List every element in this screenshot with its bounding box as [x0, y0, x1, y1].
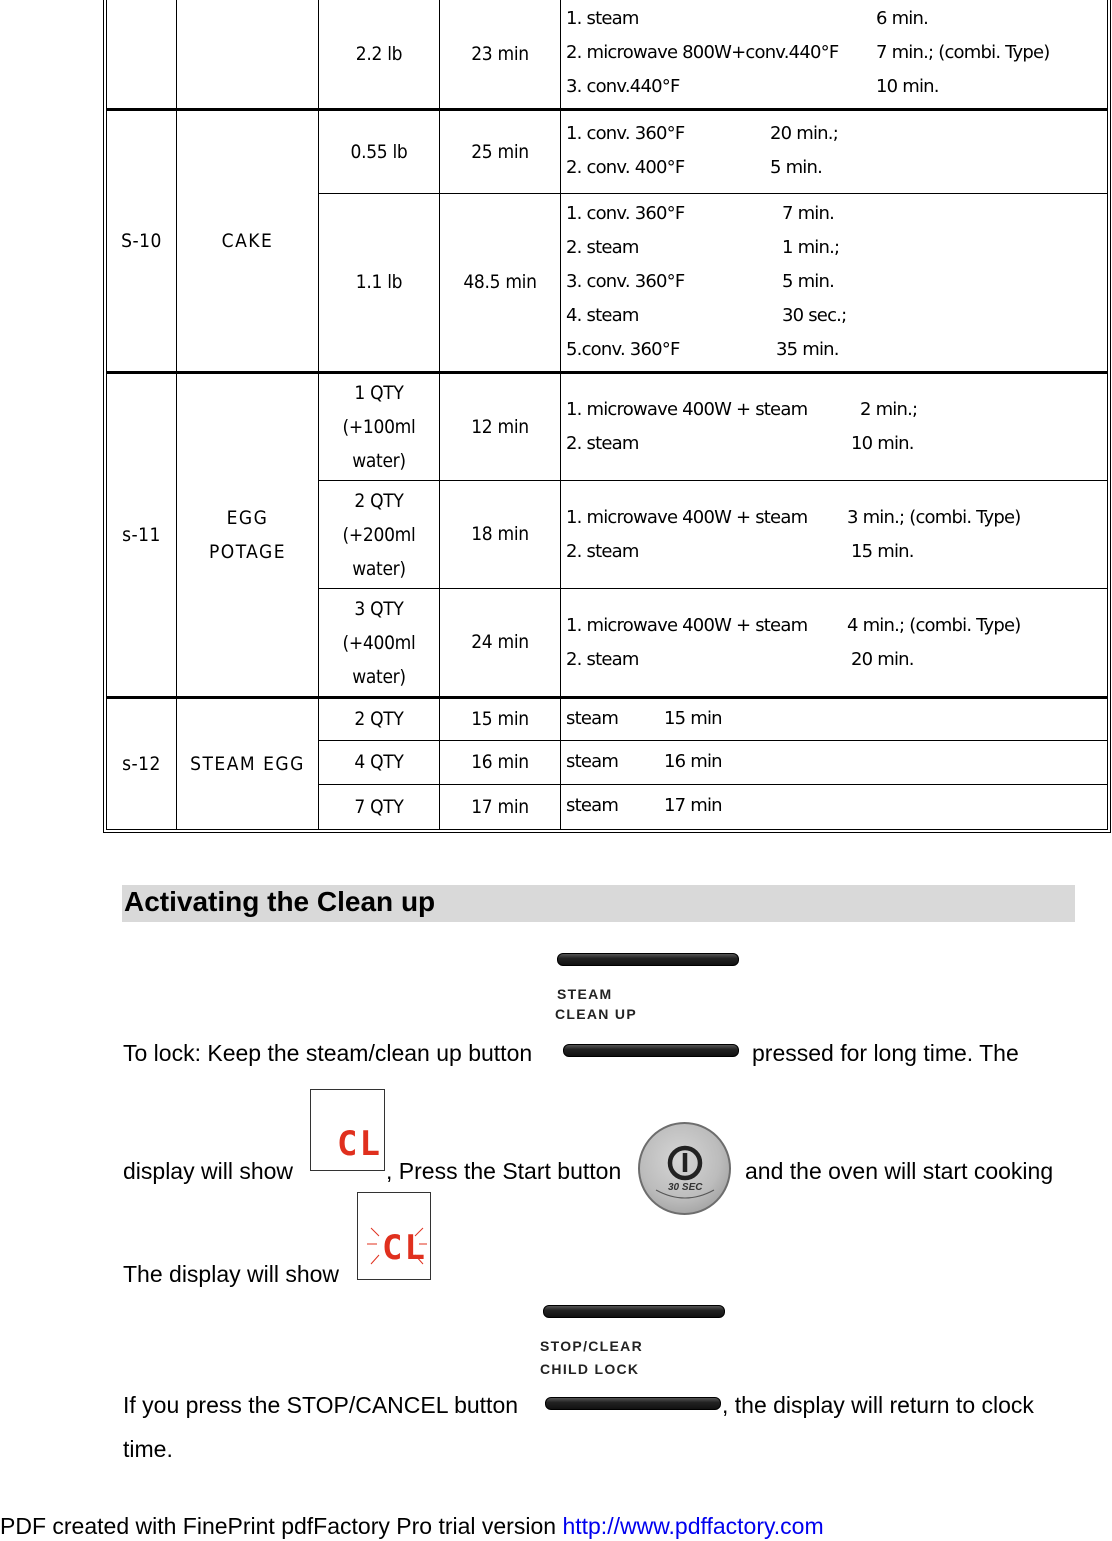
- step-text: 2. microwave 800W+conv.440°F: [566, 42, 839, 63]
- step-text: steam: [566, 708, 619, 729]
- qty-cell: [319, 481, 439, 588]
- qty-text: 2 QTY: [354, 489, 404, 512]
- time-cell: 16 min: [471, 751, 529, 774]
- steam-button-label: STEAM: [557, 986, 613, 1002]
- step-detail: 6 min.: [876, 8, 929, 29]
- step-detail: 20 min.;: [770, 123, 838, 144]
- water-text: (+400ml: [342, 631, 416, 654]
- step-text: 2. conv. 400°F: [566, 157, 685, 178]
- step-text: 2. steam: [566, 237, 639, 258]
- water-text: water): [352, 557, 406, 580]
- step-text: 1. conv. 360°F: [566, 203, 685, 224]
- step-text: 1. steam: [566, 8, 639, 29]
- program-code: s-12: [122, 752, 161, 775]
- step-text: 3. conv. 360°F: [566, 271, 685, 292]
- time-cell: 17 min: [471, 795, 529, 818]
- instruction-text: and the oven will start cooking: [745, 1158, 1054, 1184]
- step-detail: 1 min.;: [782, 237, 840, 258]
- step-detail: 7 min.: [782, 203, 835, 224]
- stop-button-label: STOP/CLEAR: [540, 1338, 643, 1354]
- step-text: 2. steam: [566, 649, 639, 670]
- step-detail: 7 min.; (combi. Type): [876, 42, 1050, 63]
- instruction-text: pressed for long time. The: [752, 1040, 1019, 1066]
- time-cell: 48.5 min: [463, 271, 537, 294]
- footer: [0, 1513, 824, 1540]
- time-cell: 15 min: [471, 708, 529, 731]
- qty-text: 3 QTY: [354, 597, 404, 620]
- qty-cell: [319, 589, 439, 696]
- footer-text: PDF created with FinePrint pdfFactory Pro trial version: [0, 1513, 557, 1539]
- steam-button-label: CLEAN UP: [555, 1006, 637, 1022]
- step-detail: 15 min.: [851, 541, 914, 562]
- start-button[interactable]: [638, 1122, 731, 1215]
- start-button-label: 30 SEC: [668, 1182, 703, 1193]
- qty-cell: [319, 374, 439, 480]
- instruction-text: , the display will return to clock: [722, 1392, 1034, 1418]
- step-detail: 5 min.: [770, 157, 823, 178]
- water-text: (+100ml: [342, 416, 416, 438]
- stop-button-label: CHILD LOCK: [540, 1361, 640, 1377]
- step-text: 1. conv. 360°F: [566, 123, 685, 144]
- step-text: 1. microwave 400W + steam: [566, 507, 808, 528]
- section-title: Activating the Clean up: [124, 886, 436, 917]
- program-code: S-10: [121, 229, 162, 252]
- program-name: STEAM EGG: [190, 752, 305, 775]
- time-cell: 24 min: [471, 631, 529, 654]
- water-text: (+200ml: [342, 523, 416, 546]
- steam-clean-up-button[interactable]: [563, 1044, 739, 1057]
- step-text: 2. steam: [566, 433, 639, 454]
- step-text: steam: [566, 795, 619, 816]
- display-panel-flashing: [357, 1192, 431, 1280]
- stop-clear-button[interactable]: [543, 1305, 725, 1318]
- step-text: steam: [566, 751, 619, 772]
- step-detail: 15 min: [664, 708, 722, 729]
- qty-cell: 2 QTY: [354, 708, 404, 731]
- step-detail: 5 min.: [782, 271, 835, 292]
- time-cell: 23 min: [471, 42, 529, 65]
- instruction-text: , Press the Start button: [386, 1158, 622, 1184]
- step-text: 5.conv. 360°F: [566, 339, 680, 360]
- qty-cell: 7 QTY: [354, 795, 404, 818]
- step-text: 1. microwave 400W + steam: [566, 615, 808, 636]
- display-panel: [310, 1089, 385, 1171]
- step-detail: 20 min.: [851, 649, 914, 670]
- time-cell: 18 min: [471, 523, 529, 546]
- power-icon: [640, 1124, 729, 1213]
- qty-cell: 4 QTY: [354, 751, 404, 774]
- program-name: CAKE: [221, 229, 274, 252]
- weight-cell: 1.1 lb: [355, 271, 403, 294]
- instruction-text: If you press the STOP/CANCEL button: [123, 1392, 519, 1418]
- step-detail: 17 min: [664, 795, 722, 816]
- step-text: 1. microwave 400W + steam: [566, 399, 808, 420]
- footer-link[interactable]: http://www.pdffactory.com: [562, 1513, 824, 1539]
- qty-text: 1 QTY: [354, 382, 404, 404]
- step-detail: 10 min.: [851, 433, 914, 454]
- step-text: 3. conv.440°F: [566, 76, 680, 97]
- time-cell: 25 min: [471, 140, 529, 163]
- step-text: 2. steam: [566, 541, 639, 562]
- program-name-line: POTAGE: [208, 541, 287, 563]
- step-detail: 2 min.;: [860, 399, 918, 420]
- step-detail: 30 sec.;: [782, 305, 847, 326]
- instruction-text: The display will show: [123, 1261, 340, 1287]
- step-detail: 4 min.; (combi. Type): [847, 615, 1021, 636]
- display-code: CL: [382, 1228, 427, 1268]
- step-detail: 35 min.: [776, 339, 839, 360]
- water-text: water): [352, 665, 406, 688]
- step-text: 4. steam: [566, 305, 639, 326]
- stop-clear-button[interactable]: [545, 1397, 721, 1410]
- program-code: s-11: [122, 523, 161, 546]
- display-code: CL: [337, 1124, 382, 1164]
- weight-cell: 0.55 lb: [350, 140, 408, 163]
- time-cell: 12 min: [471, 415, 529, 438]
- water-text: water): [352, 450, 406, 472]
- table-divider: [560, 0, 561, 829]
- instruction-text: To lock: Keep the steam/clean up button: [123, 1040, 533, 1066]
- step-detail: 3 min.; (combi. Type): [847, 507, 1021, 528]
- step-detail: 10 min.: [876, 76, 939, 97]
- program-name-line: EGG: [226, 507, 269, 529]
- program-name: [177, 374, 318, 696]
- step-detail: 16 min: [664, 751, 722, 772]
- instruction-text: time.: [123, 1436, 173, 1462]
- instruction-text: display will show: [123, 1158, 294, 1184]
- steam-clean-up-button[interactable]: [557, 953, 739, 966]
- weight-cell: 2.2 lb: [355, 42, 403, 65]
